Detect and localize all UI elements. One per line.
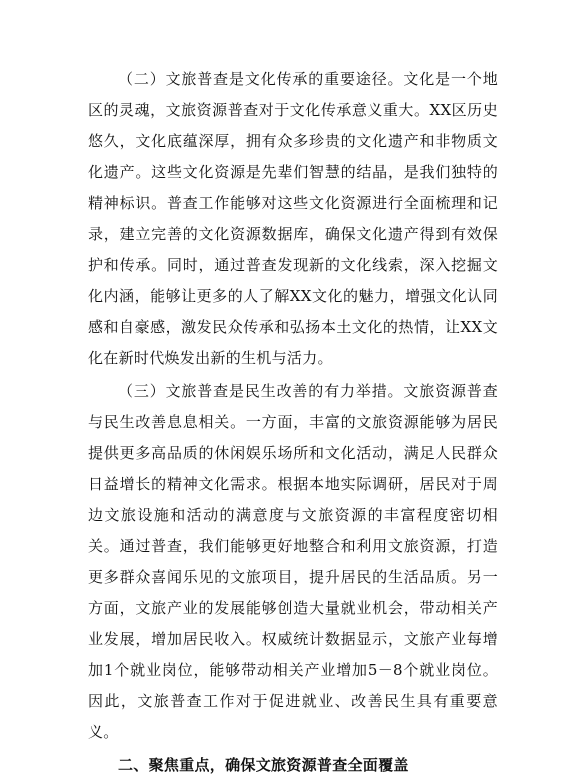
document-body	[88, 64, 498, 781]
section-heading: 二、聚焦重点，确保文旅资源普查全面覆盖	[118, 756, 409, 774]
paragraph-cultural-heritage: （二）文旅普查是文化传承的重要途径。文化是一个地区的灵魂，文旅资源普查对于文化传承意义重大。XX区历史悠久，文化底蕴深厚，拥有众多珍贵的文化遗产和非物质文化遗产。这些文化资源是先辈们智慧的结晶，是我们独特的精神标识。普查工作能够对这些文化资源进行全面梳理和记录，建立完善的文化资源数据库，确保文化遗产得到有效保护和传承。同时，通过普查发现新的文化线索，深入挖掘文化内涵，能够让更多的人了解XX文化的魅力，增强文化认同感和自豪感，激发民众传承和弘扬本土文化的热情，让XX文化在新时代焕发出新的生机与活力。	[88, 70, 498, 367]
paragraph-livelihood: （三）文旅普查是民生改善的有力举措。文旅资源普查与民生改善息息相关。一方面，丰富的文旅资源能够为居民提供更多高品质的休闲娱乐场所和文化活动，满足人民群众日益增长的精神文化需求。根据本地实际调研，居民对于周边文旅设施和活动的满意度与文旅资源的丰富程度密切相关。通过普查，我们能够更好地整合和利用文旅资源，打造更多群众喜闻乐见的文旅项目，提升居民的生活品质。另一方面，文旅产业的发展能够创造大量就业机会，带动相关产业发展，增加居民收入。权威统计数据显示，文旅产业每增加1个就业岗位，能够带动相关产业增加5－8个就业岗位。因此，文旅普查工作对于促进就业、改善民生具有重要意义。	[88, 382, 498, 741]
